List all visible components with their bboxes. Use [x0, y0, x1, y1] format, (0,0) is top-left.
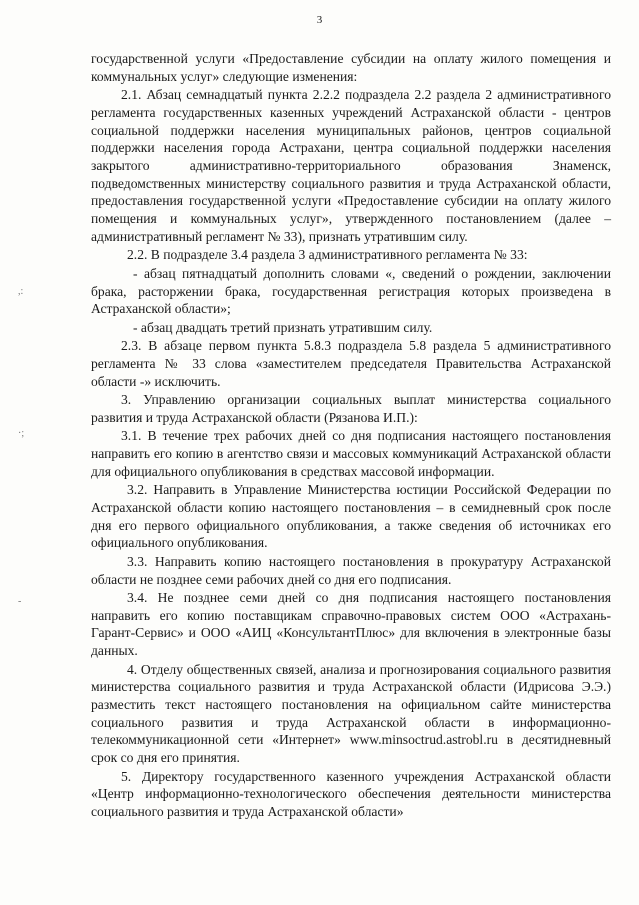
- paragraph-3-3: 3.3. Направить копию настоящего постановления в прокуратуру Астраханской области не позднее семи рабочих дней со дня его подписания.: [91, 553, 611, 587]
- paragraph-2-2-b: - абзац двадцать третий признать утратившим силу.: [133, 319, 433, 335]
- page-number: 3: [316, 14, 323, 26]
- paragraph-2-3: 2.3. В абзаце первом пункта 5.8.3 подраздела 5.8 раздела 5 административного регламента № 33 слова «заместителем председателя Правительства Астраханской области -» исключить.: [91, 338, 611, 389]
- paragraph-3-1: 3.1. В течение трех рабочих дней со дня подписания настоящего постановления направить его копию в агентство связи и массовых коммуникаций Астраханской области для официального опубликования в средствах массовой информации.: [91, 428, 611, 479]
- paragraph-3-4: 3.4. Не позднее семи дней со дня подписания настоящего постановления направить его копию поставщикам справочно-правовых систем ООО «Астрахань-Гарант-Сервис» и ООО «АИЦ «КонсультантПлюс» для включения в электронные базы данных.: [91, 590, 611, 659]
- margin-mark: -: [18, 596, 22, 607]
- paragraph-2-1: 2.1. Абзац семнадцатый пункта 2.2.2 подраздела 2.2 раздела 2 административного регламента государственных казенных учреждений Астраханской области - центров социальной поддержки населения муниципальных районов, центров социальной поддержки населения города Астрахани, центра социальной поддержки населения закрытого административно-территориального образования Знаменск, подведомственных министерству социального развития и труда Астраханской области, предоставления государственной услуги «Предоставление субсидии на оплату жилого помещения и коммунальных услуг», утвержденного постановлением (далее – административный регламент № 33), признать утратившим силу.: [91, 87, 611, 244]
- margin-mark: ·;: [18, 428, 25, 439]
- paragraph-2-2-a: - абзац пятнадцатый дополнить словами «, сведений о рождении, заключении брака, расторжении брака, государственная регистрация которых произведена в Астраханской области»;: [91, 265, 611, 317]
- document-body: [91, 50, 611, 822]
- paragraph-5: 5. Директору государственного казенного учреждения Астраханской области «Центр информационно-технологического обеспечения деятельности министерства социального развития и труда Астраханской области»: [91, 768, 611, 820]
- paragraph-intro: государственной услуги «Предоставление субсидии на оплату жилого помещения и коммунальных услуг» следующие изменения:: [91, 51, 611, 84]
- margin-mark: ,:: [18, 286, 24, 297]
- paragraph-4: 4. Отделу общественных связей, анализа и прогнозирования социального развития министерства социального развития и труда Астраханской области (Идрисова Э.Э.) разместить текст настоящего постановления на официальном сайте министерства социального развития и труда Астраханской области в информационно-телекоммуникационной сети «Интернет» www.minsoctrud.astrobl.ru в десятидневный срок со дня его принятия.: [91, 661, 611, 766]
- paragraph-3: 3. Управлению организации социальных выплат министерства социального развития и труда Астраханской области (Рязанова И.П.):: [91, 392, 611, 425]
- paragraph-3-2: 3.2. Направить в Управление Министерства юстиции Российской Федерации по Астраханской области копию настоящего постановления – в семидневный срок после дня его первого официального опубликования, а также сведения об источниках его официального опубликования.: [91, 482, 611, 551]
- paragraph-2-2: 2.2. В подразделе 3.4 раздела 3 административного регламента № 33:: [127, 247, 528, 263]
